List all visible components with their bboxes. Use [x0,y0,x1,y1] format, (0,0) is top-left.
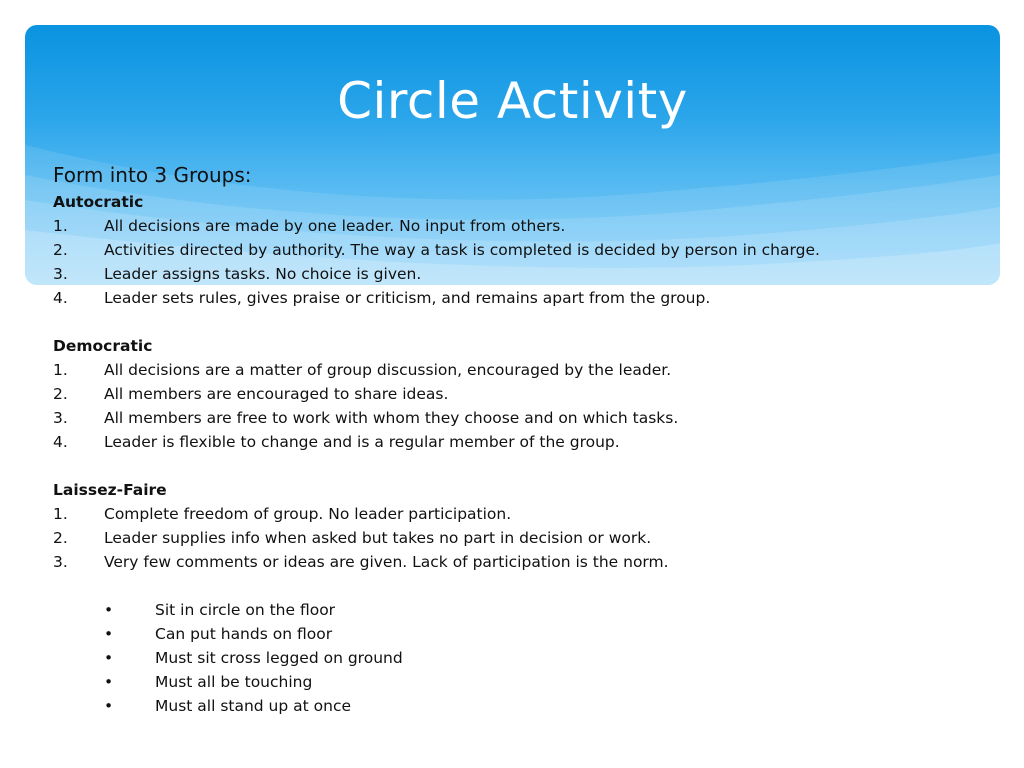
spacer [53,454,993,478]
bullet-icon: • [104,649,114,667]
bullet-icon: • [104,697,114,715]
bullet-item [53,598,993,622]
spacer [53,574,993,598]
item-text: Complete freedom of group. No leader participation. [104,505,512,523]
bullet-icon: • [104,625,114,643]
list-item [53,238,993,262]
bullet-item [53,670,993,694]
item-text: All members are free to work with whom they choose and on which tasks. [104,409,679,427]
item-number: 3. [53,409,68,427]
item-number: 1. [53,217,68,235]
item-text: Activities directed by authority. The way a task is completed is decided by person in charge. [104,241,820,259]
item-text: All decisions are made by one leader. No input from others. [104,217,566,235]
group-title-democratic: Democratic [53,337,153,355]
bullet-item [53,646,993,670]
list-item [53,550,993,574]
bullet-text: Must all stand up at once [155,697,352,715]
list-item [53,286,993,310]
list-item [53,214,993,238]
bullet-item [53,622,993,646]
item-number: 2. [53,385,68,403]
bullet-text: Sit in circle on the floor [155,601,336,619]
list-item [53,430,993,454]
item-number: 4. [53,433,68,451]
bullet-item [53,694,993,718]
group-title-laissez-faire: Laissez-Faire [53,481,167,499]
item-text: Leader is flexible to change and is a regular member of the group. [104,433,620,451]
slide-content [53,160,993,718]
item-number: 3. [53,265,68,283]
group-title-autocratic: Autocratic [53,193,144,211]
item-text: Leader supplies info when asked but takes no part in decision or work. [104,529,652,547]
bullet-icon: • [104,673,114,691]
bullet-icon: • [104,601,114,619]
item-text: All members are encouraged to share ideas. [104,385,449,403]
list-item [53,526,993,550]
item-number: 1. [53,361,68,379]
item-number: 2. [53,529,68,547]
bullet-text: Must sit cross legged on ground [155,649,403,667]
list-item [53,406,993,430]
list-item [53,262,993,286]
list-item [53,382,993,406]
item-text: Leader assigns tasks. No choice is given. [104,265,422,283]
bullet-text: Must all be touching [155,673,313,691]
item-text: Leader sets rules, gives praise or criticism, and remains apart from the group. [104,289,711,307]
item-number: 4. [53,289,68,307]
item-number: 2. [53,241,68,259]
list-item [53,358,993,382]
spacer [53,310,993,334]
list-item [53,502,993,526]
item-number: 1. [53,505,68,523]
slide-title: Circle Activity [337,72,688,130]
bullet-text: Can put hands on floor [155,625,333,643]
item-number: 3. [53,553,68,571]
intro-text: Form into 3 Groups: [53,163,252,187]
item-text: Very few comments or ideas are given. Lack of participation is the norm. [104,553,669,571]
item-text: All decisions are a matter of group discussion, encouraged by the leader. [104,361,672,379]
